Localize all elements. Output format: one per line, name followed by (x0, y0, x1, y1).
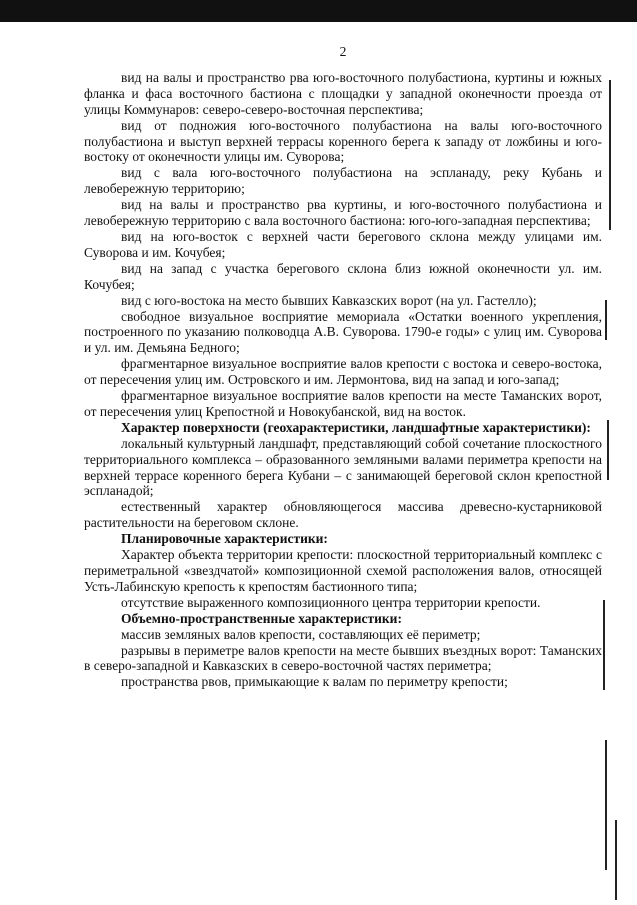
paragraph: фрагментарное визуальное восприятие валов крепости на месте Таманских ворот, от пересечения улиц Крепостной и Новокубанской, вид на восток. (84, 388, 602, 419)
paragraph: вид на валы и пространство рва куртины, и юго-восточного полубастиона и левобережную территорию с вала восточного бастиона: юго-юго-западная перспектива; (84, 197, 602, 229)
scan-artifact-line (605, 740, 607, 870)
scan-artifact-line (615, 820, 617, 900)
paragraph: Характер объекта территории крепости: плоскостной территориальный комплекс с периметральной «звездчатой» композиционной схемой расположения валов, относящей Усть-Лабинскую крепость к крепостям бастионного типа; (84, 547, 602, 594)
paragraph: пространства рвов, примыкающие к валам по периметру крепости; (121, 674, 508, 690)
paragraph: разрывы в периметре валов крепости на месте бывших въездных ворот: Таманских в северо-западной и Кавказских в северо-восточной частях периметра; (84, 642, 602, 674)
paragraph: отсутствие выраженного композиционного центра территории крепости. (121, 594, 541, 610)
paragraph: вид с юго-востока на место бывших Кавказских ворот (на ул. Гастелло); (121, 292, 537, 308)
section-heading: Планировочные характеристики: (121, 531, 328, 547)
scan-artifact-line (607, 420, 609, 480)
paragraph: фрагментарное визуальное восприятие валов крепости с востока и северо-востока, от пересечения улиц им. Островского и им. Лермонтова, вид на запад и юго-запад; (84, 356, 602, 388)
paragraph: свободное визуальное восприятие мемориала «Остатки военного укрепления, построенного по указанию полководца А.В. Суворова. 1790-е годы» с улиц им. Суворова и ул. им. Демьяна Бедного; (84, 308, 602, 356)
page-number: 2 (339, 44, 347, 59)
paragraph: вид на валы и пространство рва юго-восточного полубастиона, куртины и южных фланка и фаса восточного бастиона с площадки у западной оконечности проезда от улицы Коммунаров: северо-северо-восточная перспектива; (84, 69, 602, 117)
paragraph: вид с вала юго-восточного полубастиона на эспланаду, реку Кубань и левобережную территорию; (84, 165, 602, 197)
document-page (84, 44, 602, 690)
paragraph: вид на юго-восток с верхней части берегового склона между улицами им. Суворова и им. Кочубея; (84, 228, 602, 260)
paragraph: естественный характер обновляющегося массива древесно-кустарниковой растительности на береговом склоне. (84, 499, 602, 531)
scan-artifact-line (603, 600, 605, 690)
section-heading: Характер поверхности (геохарактеристики, ландшафтные характеристики): (121, 419, 591, 435)
scan-artifact-line (609, 80, 611, 230)
paragraph: вид на запад с участка берегового склона близ южной оконечности ул. им. Кочубея; (84, 260, 602, 292)
paragraph: локальный культурный ландшафт, представляющий собой сочетание плоскостного территориального комплекса – образованного земляными валами периметра крепости на верхней террасе коренного берега Кубани – с занимающей береговой склон крепостной эспланадой; (84, 435, 602, 499)
scan-artifact-line (605, 300, 607, 340)
paragraph: массив земляных валов крепости, составляющих её периметр; (121, 626, 481, 642)
paragraph: вид от подножия юго-восточного полубастиона на валы юго-восточного полубастиона и выступ верхней террасы коренного берега к западу от ложбины и юго-востоку от оконечности улицы им. Суворова; (84, 117, 602, 165)
scan-top-border (0, 0, 637, 22)
section-heading: Объемно-пространственные характеристики: (121, 610, 402, 626)
